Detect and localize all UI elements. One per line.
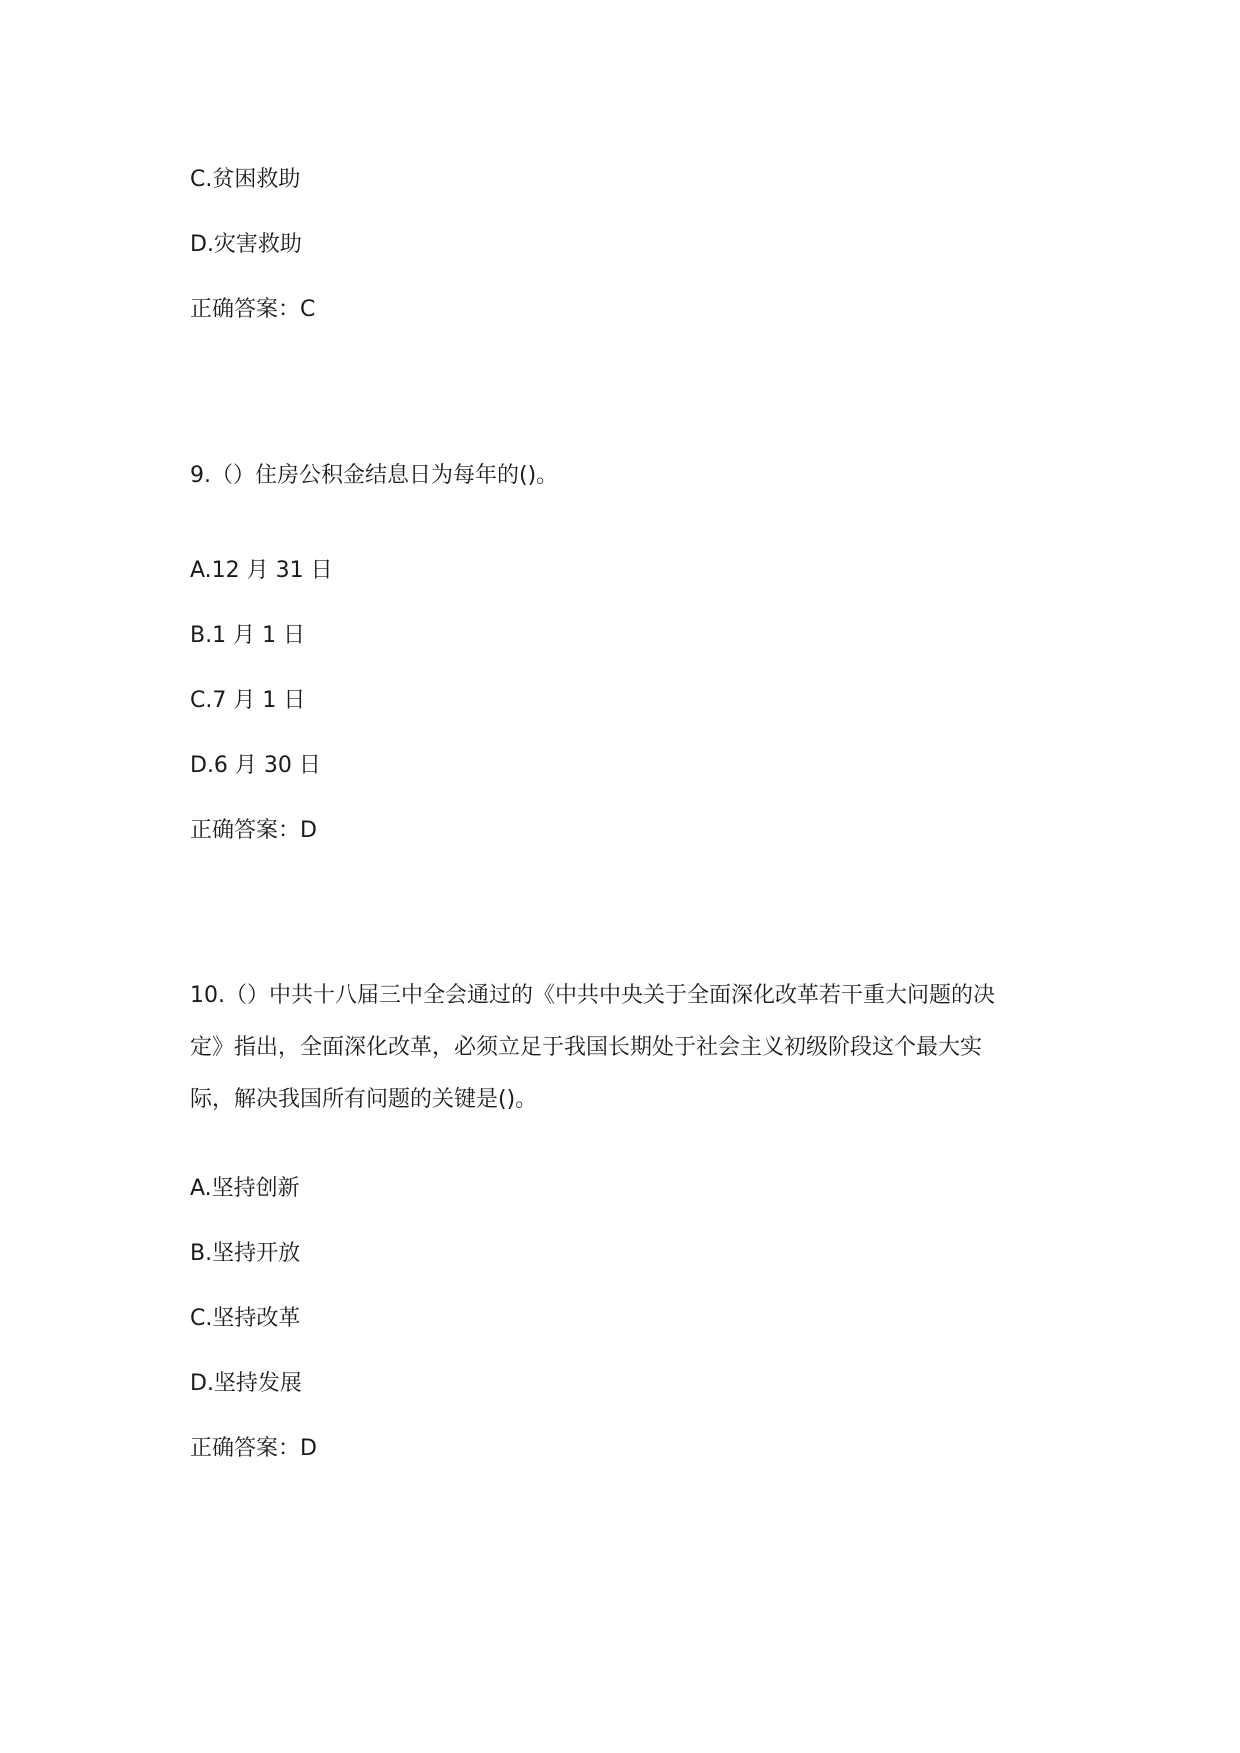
q10-question-line3: 际，解决我国所有问题的关键是()。	[190, 1087, 538, 1112]
q10-option-b: B.坚持开放	[190, 1241, 301, 1266]
q9-option-c: C.7 月 1 日	[190, 688, 306, 713]
q8-option-d: D.灾害救助	[190, 232, 302, 257]
q10-question-line1: 10.（）中共十八届三中全会通过的《中共中央关于全面深化改革若干重大问题的决	[190, 983, 995, 1008]
q9-option-b: B.1 月 1 日	[190, 623, 306, 648]
q10-question-line2: 定》指出，全面深化改革，必须立足于我国长期处于社会主义初级阶段这个最大实	[190, 1035, 983, 1060]
q8-option-c: C.贫困救助	[190, 167, 301, 192]
q9-option-d: D.6 月 30 日	[190, 753, 321, 778]
q9-question: 9.（）住房公积金结息日为每年的()。	[190, 463, 559, 488]
q8-answer: 正确答案：C	[190, 297, 316, 322]
q9-option-a: A.12 月 31 日	[190, 558, 333, 583]
q9-answer: 正确答案：D	[190, 818, 317, 843]
q10-option-d: D.坚持发展	[190, 1371, 302, 1396]
q10-option-c: C.坚持改革	[190, 1306, 301, 1331]
q10-option-a: A.坚持创新	[190, 1176, 300, 1201]
q10-answer: 正确答案：D	[190, 1436, 317, 1461]
